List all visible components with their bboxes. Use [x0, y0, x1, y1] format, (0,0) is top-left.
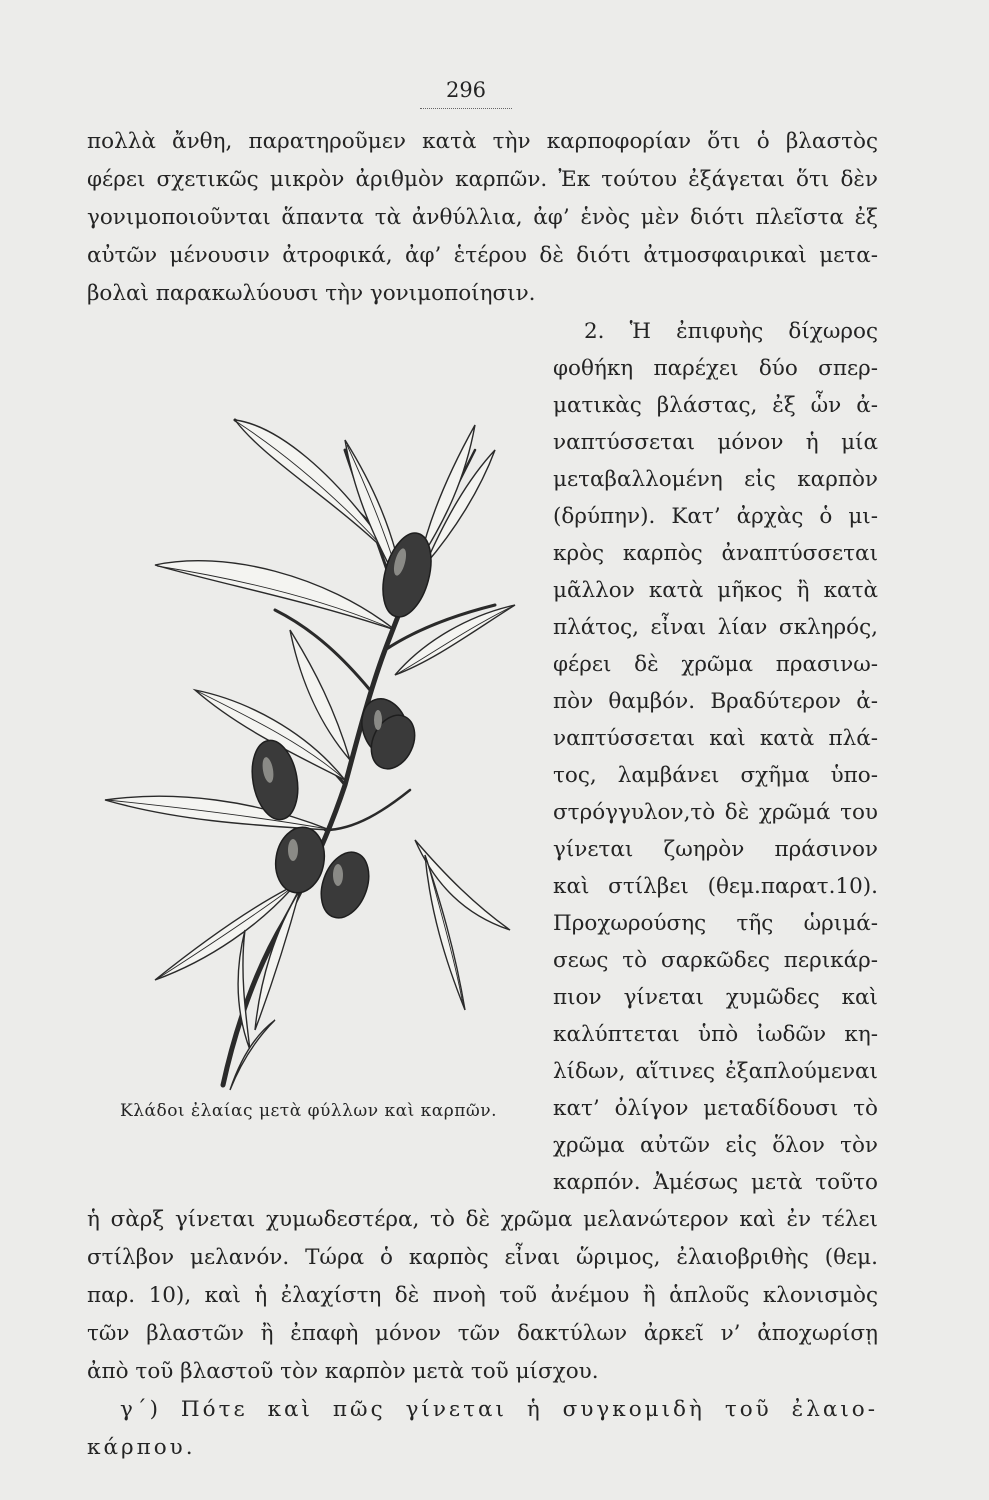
column-line: ναπτύσσεται μόνον ἡ μία: [553, 430, 878, 455]
column-line: μᾶλλον κατὰ μῆκος ἢ κατὰ: [553, 578, 878, 603]
column-line: ναπτύσσεται καὶ κατὰ πλά-: [553, 726, 878, 751]
column-line: ματικὰς βλάστας, ἐξ ὧν ἀ-: [553, 393, 878, 418]
column-line: πιον γίνεται χυμῶδες καὶ: [553, 985, 878, 1010]
section-heading: γ΄) Πότε καὶ πῶς γίνεται ἡ συγκομιδὴ τοῦ ἐλαιο-: [120, 1397, 878, 1422]
text-line: γονιμοποιοῦνται ἅπαντα τὰ ἀνθύλλια, ἀφ’ ἑνὸς μὲν διότι πλεῖστα ἐξ: [87, 205, 878, 230]
figure-caption: Κλάδοι ἐλαίας μετὰ φύλλων καὶ καρπῶν.: [120, 1101, 498, 1121]
column-line: πλάτος, εἶναι λίαν σκληρός,: [553, 615, 878, 640]
leaves: [105, 420, 515, 1090]
column-line: καὶ στίλβει (θεμ.παρατ.10).: [553, 874, 878, 899]
column-line: τος, λαμβάνει σχῆμα ὑπο-: [553, 763, 878, 788]
text-line: στίλβον μελανόν. Τώρα ὁ καρπὸς εἶναι ὥριμος, ἐλαιοβριθὴς (θεμ.: [87, 1245, 878, 1270]
text-line: ἡ σὰρξ γίνεται χυμωδεστέρα, τὸ δὲ χρῶμα μελανώτερον καὶ ἐν τέλει: [87, 1207, 878, 1232]
column-line: λίδων, αἵτινες ἐξαπλούμεναι: [553, 1059, 878, 1084]
column-line: μεταβαλλομένη εἰς καρπὸν: [553, 467, 878, 492]
column-line: Προχωρούσης τῆς ὡριμά-: [553, 911, 878, 936]
text-line: φέρει σχετικῶς μικρὸν ἀριθμὸν καρπῶν. Ἐκ τούτου ἐξάγεται ὅτι δὲν: [87, 167, 878, 192]
section-heading: κάρπου.: [87, 1435, 196, 1460]
column-line: χρῶμα αὐτῶν εἰς ὅλον τὸν: [553, 1133, 878, 1158]
olive-branch-illustration: [95, 330, 545, 1100]
column-line: φοθήκη παρέχει δύο σπερ-: [553, 356, 878, 381]
text-line: ἀπὸ τοῦ βλαστοῦ τὸν καρπὸν μετὰ τοῦ μίσχου.: [87, 1359, 599, 1384]
column-line: κρὸς καρπὸς ἀναπτύσσεται: [553, 541, 878, 566]
text-line: τῶν βλαστῶν ἢ ἐπαφὴ μόνον τῶν δακτύλων ἀρκεῖ ν’ ἀποχωρίσῃ: [87, 1321, 878, 1346]
column-line: 2. Ἡ ἐπιφυὴς δίχωρος: [584, 319, 878, 344]
page-number: 296: [420, 78, 512, 109]
column-line: κατ’ ὀλίγον μεταδίδουσι τὸ: [553, 1096, 878, 1121]
column-line: καρπόν. Ἀμέσως μετὰ τοῦτο: [553, 1170, 878, 1195]
text-line: παρ. 10), καὶ ἡ ἐλαχίστη δὲ πνοὴ τοῦ ἀνέμου ἢ ἁπλοῦς κλονισμὸς: [87, 1283, 878, 1308]
column-line: γίνεται ζωηρὸν πράσινον: [553, 837, 878, 862]
column-line: πὸν θαμβόν. Βραδύτερον ἀ-: [553, 689, 878, 714]
text-line: βολαὶ παρακωλύουσι τὴν γονιμοποίησιν.: [87, 281, 536, 306]
text-line: αὐτῶν μένουσιν ἀτροφικά, ἀφ’ ἑτέρου δὲ διότι ἀτμοσφαιρικαὶ μετα-: [87, 243, 878, 268]
column-line: στρόγγυλον,τὸ δὲ χρῶμά του: [553, 800, 878, 825]
column-line: (δρύπην). Κατ’ ἀρχὰς ὁ μι-: [553, 504, 878, 529]
column-line: σεως τὸ σαρκῶδες περικάρ-: [553, 948, 878, 973]
column-line: καλύπτεται ὑπὸ ἰωδῶν κη-: [553, 1022, 878, 1047]
column-line: φέρει δὲ χρῶμα πρασινω-: [553, 652, 878, 677]
text-line: πολλὰ ἄνθη, παρατηροῦμεν κατὰ τὴν καρποφορίαν ὅτι ὁ βλαστὸς: [87, 129, 878, 154]
